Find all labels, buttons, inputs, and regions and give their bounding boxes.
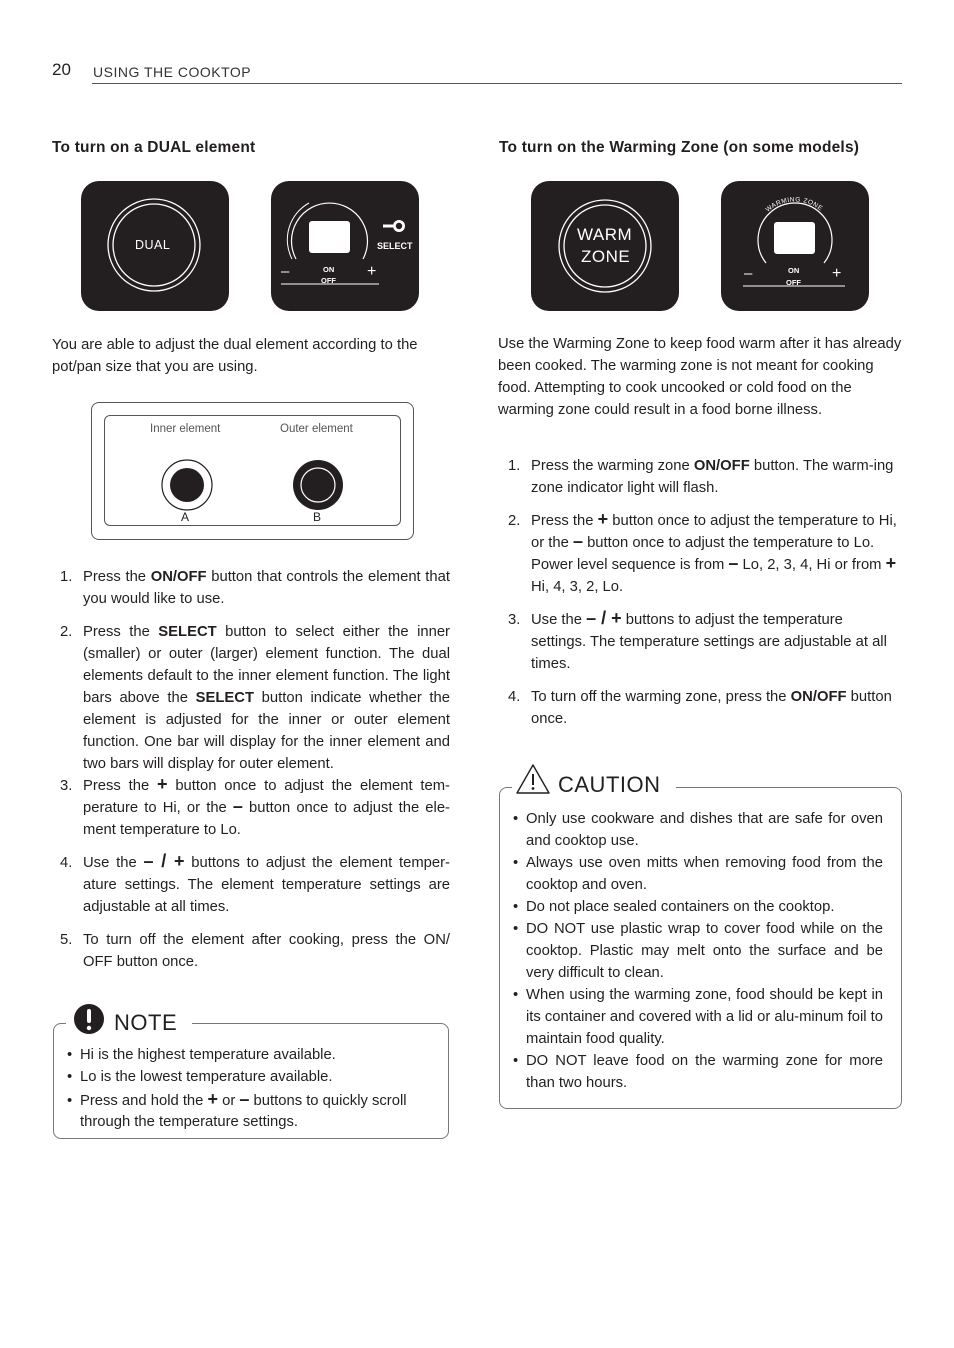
dual-step-1: 1. Press the ON/OFF button that controls the element that you would like to use. — [60, 569, 450, 607]
plus-icon: + — [832, 265, 842, 282]
plus-symbol: + — [885, 553, 897, 573]
plus-symbol: + — [207, 1089, 219, 1109]
minus-plus-symbol: – / + — [143, 851, 185, 871]
caution-item: • DO NOT use plastic wrap to cover food while on the cooktop. Plastic may melt onto the surface and be very difficult to clean. — [513, 918, 883, 984]
note-title: NOTE — [114, 1010, 178, 1035]
warming-step-2: 2. Press the + button once to adjust the temperature to Hi, or the – button once to adjust the temperature to Lo. Power level sequence is from – Lo, 2, 3, 4, Hi or from + Hi, 4, 3, 2, Lo. — [508, 509, 897, 595]
label-b: B — [313, 510, 322, 524]
off-label: OFF — [786, 278, 801, 287]
minus-plus-symbol: – / + — [586, 608, 622, 628]
on-label: ON — [323, 265, 335, 274]
dual-label: DUAL — [135, 238, 171, 252]
note-item: • Lo is the lowest temperature available. — [67, 1066, 439, 1088]
plus-icon: + — [367, 263, 377, 280]
warming-zone-arc-label: WARMING ZONE — [764, 196, 824, 214]
caution-list — [513, 808, 883, 1094]
warm-label: WARM — [577, 225, 633, 244]
page-number: 20 — [52, 60, 71, 79]
section-title: USING THE COOKTOP — [93, 64, 252, 80]
minus-symbol: – — [239, 1089, 250, 1109]
warming-heading: To turn on the Warming Zone (on some models) — [499, 139, 860, 156]
caution-title: CAUTION — [558, 772, 661, 797]
warm-zone-control-illustration — [721, 181, 869, 311]
note-item: • Press and hold the + or – buttons to quickly scroll through the temperature settings. — [67, 1091, 439, 1133]
dual-step-4: 4. Use the – / + buttons to adjust the element temper-ature settings. The element temperature settings are adjustable at all times. — [60, 851, 450, 915]
warming-step-1: 1. Press the warming zone ON/OFF button. The warm-ing zone indicator light will flash. — [508, 458, 894, 496]
caution-item: • DO NOT leave food on the warming zone for more than two hours. — [513, 1050, 883, 1094]
warming-step-4: 4. To turn off the warming zone, press the ON/OFF button once. — [508, 689, 892, 727]
on-label: ON — [788, 266, 800, 275]
warm-zone-ring-icon — [531, 181, 679, 311]
header-rule — [92, 83, 902, 84]
dual-step-2: 2. Press the SELECT button to select either the inner (smaller) or outer (larger) element function. The dual elements default to the inner element function. The light bars above the SELECT button indicate whether the element is adjusted for the inner or outer element function. One bar will display for the inner element and two bars will display for outer element. — [60, 624, 450, 772]
minus-symbol: – — [572, 531, 583, 551]
select-label: SELECT — [377, 241, 413, 251]
warning-triangle-icon — [515, 763, 551, 795]
minus-symbol: – — [728, 553, 739, 573]
label-a: A — [181, 510, 190, 524]
off-label: OFF — [321, 276, 336, 285]
dual-intro: You are able to adjust the dual element according to the pot/pan size that you are using. — [52, 337, 418, 375]
caution-item: • Always use oven mitts when removing food from the cooktop and oven. — [513, 852, 883, 896]
warming-step-3: 3. Use the – / + buttons to adjust the temperature settings. The temperature settings are adjustable at all times. — [508, 608, 887, 672]
dual-step-5: 5. To turn off the element after cooking, press the ON/ OFF button once. — [60, 932, 450, 970]
note-item: • Hi is the highest temperature available. — [67, 1044, 439, 1066]
element-diagram — [91, 402, 414, 540]
minus-icon: – — [281, 263, 290, 280]
caution-item: • When using the warming zone, food should be kept in its container and covered with a lid or alu-minum foil to maintain food quality. — [513, 984, 883, 1050]
inner-element-label: Inner element — [150, 423, 221, 435]
plus-symbol: + — [597, 509, 609, 529]
caution-item: • Only use cookware and dishes that are safe for oven and cooktop use. — [513, 808, 883, 852]
dual-button-illustration — [81, 181, 229, 311]
minus-icon: – — [744, 265, 753, 282]
warming-intro: Use the Warming Zone to keep food warm after it has already been cooked. The warming zone is not meant for cooking food. Attempting to cook uncooked or cold food on the warming zone could result in a food borne illness. — [498, 336, 902, 418]
caution-item: • Do not place sealed containers on the cooktop. — [513, 896, 883, 918]
zone-label: ZONE — [581, 247, 631, 266]
warm-zone-control-graphic — [721, 181, 869, 311]
svg-text:WARMING ZONE — [765, 196, 824, 213]
exclamation-icon — [73, 1003, 105, 1035]
warming-steps — [500, 455, 902, 730]
outer-element-label: Outer element — [280, 423, 353, 435]
plus-symbol: + — [157, 774, 168, 794]
dual-heading: To turn on a DUAL element — [52, 139, 256, 156]
dual-step-3: 3. Press the + button once to adjust the element tem-perature to Hi, or the – button once to adjust the ele-ment temperature to Lo. — [60, 774, 450, 838]
dual-steps — [52, 566, 450, 973]
warm-zone-button-illustration — [531, 181, 679, 311]
burner-icons — [92, 403, 413, 539]
note-list — [67, 1044, 439, 1133]
dual-control-illustration — [271, 181, 419, 311]
minus-symbol: – — [232, 796, 243, 816]
